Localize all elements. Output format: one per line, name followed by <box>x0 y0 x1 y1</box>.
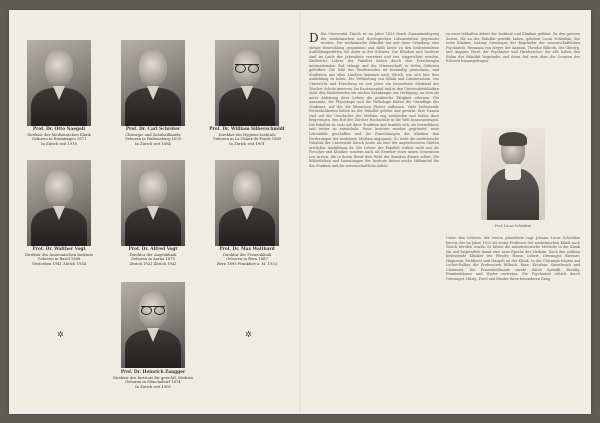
portrait-alfred-vogt <box>121 160 185 246</box>
caption-silberschmidt: Prof. Dr. William Silberschmidt Direktor des Hygiene-Instituts Geboren in La Chaux-de-Fonds 1869 In Zürich seit 1901 <box>209 127 285 146</box>
document-spread <box>9 10 591 414</box>
portrait-walther-vogt <box>27 160 91 246</box>
ornament-asterisk-right: ✲ <box>245 330 252 339</box>
portrait-zangger <box>121 282 185 368</box>
caption-alfred-vogt: Prof. Dr. Alfred Vogt Direktor der Augenklinik Geboren in Aarau 1879 Zürich 1923 Zürich 1943 <box>128 247 178 266</box>
caption-naegeli: Prof. Dr. Otto Naegeli Direktor der Medizinischen Klinik Geboren in Ermatingen 1871 In Zürich seit 1918 <box>27 127 91 146</box>
drop-cap: D <box>309 32 319 45</box>
body-text-column-1: D Die Universität Zürich ist im Jahre 1833 durch Zusammenlegung der medizinischen und theologischen Lehranstalten gegründet worden. Die medizinische Fakultät hat seit ihrer Gründung eine stetige Entwicklung genommen und zählt heute zu den bedeutendsten Ausbildungsstätten für Ärzte in der Schweiz. Die Kliniken und Institute sind im Laufe der Jahrzehnte erweitert und neu eingerichtet worden. Zahlreiche Lehrer der Fakultät haben durch ihre Forschungen internationalen Ruf erlangt und die Wissenschaft in vielen Gebieten gefördert. Die Zahl der Studierenden ist beständig gewachsen, und Studenten aus allen Ländern kommen nach Zürich, um sich hier ihre Ausbildung zu holen. Die Verbindung von Klinik und Laboratorium, von Unterricht und Forschung ist seit jeher ein besonderes Merkmal der Zürcher Schule gewesen. Im Kantonsspital und in den Universitätskliniken steht den Studierenden ein reiches Krankengut zur Verfügung, an dem sie unter Anleitung ihrer Lehrer die praktische Tätigkeit erlernen. Die Anatomie, die Physiologie und die Pathologie bilden die Grundlage des Studiums, auf der die klinischen Fächer aufbauen. Viele bedeutende Persönlichkeiten haben an der Fakultät gelehrt und gewirkt. Ihre Namen sind mit der Geschichte der Medizin eng verbunden und haben dazu beigetragen, den Ruf der Zürcher Hochschule in die Welt hinauszutragen. Die Fakultät ist stolz auf diese Tradition und bemüht sich, sie fortzuführen und weiter zu entwickeln. Neue Institute wurden gegründet, neue Lehrstühle geschaffen und die Einrichtungen der Kliniken den Forderungen der modernen Medizin angepasst. So steht die medizinische Fakultät der Universität Zürich heute als eine der angesehensten Stätten ärztlicher Ausbildung da. Die Lehrer der Fakultät wirken nicht nur als Forscher und Kliniker, sondern auch als Erzieher einer neuen Generation von Ärzten, die in ihrem Beruf dem Wohl der Kranken dienen sollen. Die Bibliotheken und Sammlungen der Institute bieten reiche Hilfsmittel für das Studium und die wissenschaftliche Arbeit. <box>309 32 439 168</box>
ornament-asterisk-left: ✲ <box>57 330 64 339</box>
caption-walther-vogt: Prof. Dr. Walther Vogt Direktor der Anatomischen Instituts Geboren in Basel 1888 Gestorben 1941 Zürich 1934 <box>25 247 93 266</box>
body-text-column-2-bottom: Unter den Lehrern der ersten Jahrzehnte ragt Johann Lucas Schönlein hervor, der im Jahre 1833 als erster Professor der medizinischen Klinik nach Zürich berufen wurde. Er führte die naturhistorische Methode in die Klinik ein und begründete damit eine neue Epoche der Medizin. Nach ihm wirkten bedeutende Kliniker wie Pfeufer, Hasse, Lebert, Griesinger, Biermer, Huguenin, Eichhorst und Naegeli an der Klinik. In der Chirurgie folgten auf Locher-Balber die Professoren Billroth, Rose, Krönlein, Sauerbruch und Clairmont. Die Frauenheilkunde wurde durch Spöndli, Breisky, Frankenhäuser und Wyder vertreten. Die Psychiatrie erhielt durch Griesinger, Hitzig, Forel und Bleuler ihren besonderen Rang. <box>446 236 580 281</box>
caption-zangger: Prof. Dr. Heinrich Zangger Direktor des Instituts für gerichtl. Medizin Geboren in Mönchaltorf 1874 In Zürich seit 1905 <box>113 370 193 389</box>
caption-walthard: Prof. Dr. Max Walthard Direktor der Frauenklinik Geboren in Bern 1867 Bern 1895 Frankfurt a. M. 1933 <box>216 247 278 266</box>
center-fold <box>299 10 301 414</box>
portrait-silberschmidt <box>215 40 279 126</box>
portrait-walthard <box>215 160 279 246</box>
inset-caption: Prof. Lucas Schönlein <box>494 224 532 228</box>
portrait-schroeter <box>121 40 185 126</box>
body-text-column-2-top: zu einer lebhaften Arbeit der Institute und Kliniken geführt. Zu den grossen Ärzten, die an der Fakultät gewirkt haben, gehören Lucas Schönlein, der erste Kliniker, Ludwig Griesinger, der Begründer der wissenschaftlichen Psychiatrie, Hermann von Meyer, der Anatom, Theodor Billroth, der Chirurg, und Auguste Forel, der Psychiater und Hirnforscher. Sie alle haben den Ruhm der Fakultät begründet und ihren Ruf weit über die Grenzen der Schweiz hinausgetragen. <box>446 32 580 64</box>
portrait-naegeli <box>27 40 91 126</box>
inset-portrait-schoenlein <box>481 128 545 220</box>
caption-schroeter: Prof. Dr. Carl Schröter Chirurgie und Zahnheilkunde Geboren in Waltensburg 1855 In Zürich seit 1884 <box>124 127 182 146</box>
